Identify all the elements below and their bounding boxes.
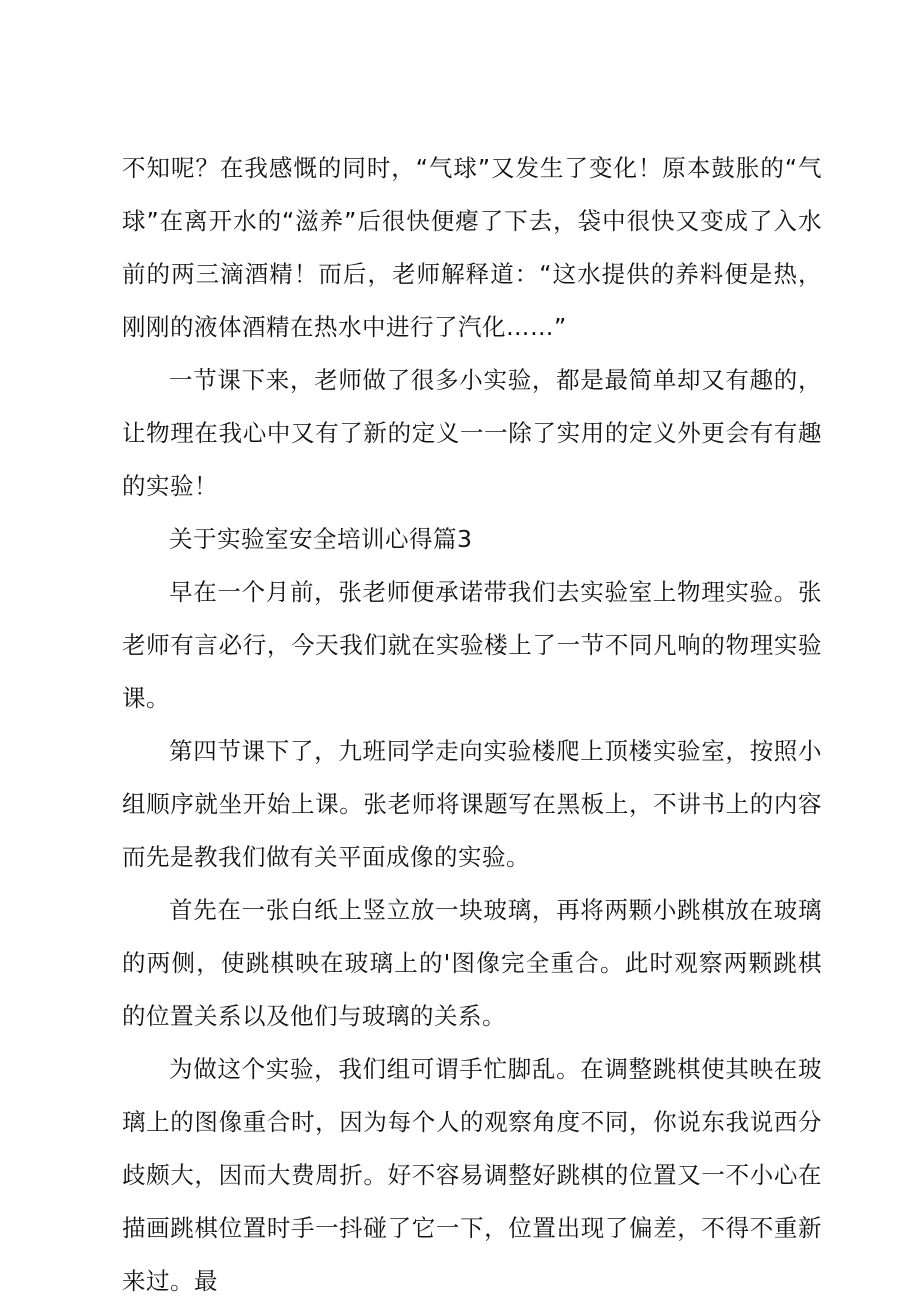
paragraph-lesson-summary: 一节课下来，老师做了很多小实验，都是最简单却又有趣的，让物理在我心中又有了新的定义一一除了实用的定义外更会有有趣的实验！ — [122, 366, 822, 500]
section-heading: 关于实验室安全培训心得篇3 — [169, 525, 473, 553]
paragraph-intro: 早在一个月前，张老师便承诺带我们去实验室上物理实验。张老师有言必行，今天我们就在实验楼上了一节不同凡响的物理实验课。 — [122, 578, 822, 712]
paragraph-continuation: 不知呢？在我感慨的同时，“气球”又发生了变化！原本鼓胀的“气球”在离开水的“滋养”后很快便瘪了下去，袋中很快又变成了入水前的两三滴酒精！而后，老师解释道：“这水提供的养料便是热，刚刚的液体酒精在热水中进行了汽化……” — [122, 154, 822, 341]
document-body — [122, 142, 822, 1308]
paragraph-experiment-process: 为做这个实验，我们组可谓手忙脚乱。在调整跳棋使其映在玻璃上的图像重合时，因为每个人的观察角度不同，你说东我说西分歧颇大，因而大费周折。好不容易调整好跳棋的位置又一不小心在描画跳棋位置时手一抖碰了它一下，位置出现了偏差，不得不重新来过。最 — [122, 1055, 822, 1295]
paragraph-experiment-setup: 首先在一张白纸上竖立放一块玻璃，再将两颗小跳棋放在玻璃的两侧，使跳棋映在玻璃上的'图像完全重合。此时观察两颗跳棋的位置关系以及他们与玻璃的关系。 — [122, 896, 822, 1030]
paragraph-class-start: 第四节课下了，九班同学走向实验楼爬上顶楼实验室，按照小组顺序就坐开始上课。张老师将课题写在黑板上，不讲书上的内容而先是教我们做有关平面成像的实验。 — [122, 737, 822, 871]
